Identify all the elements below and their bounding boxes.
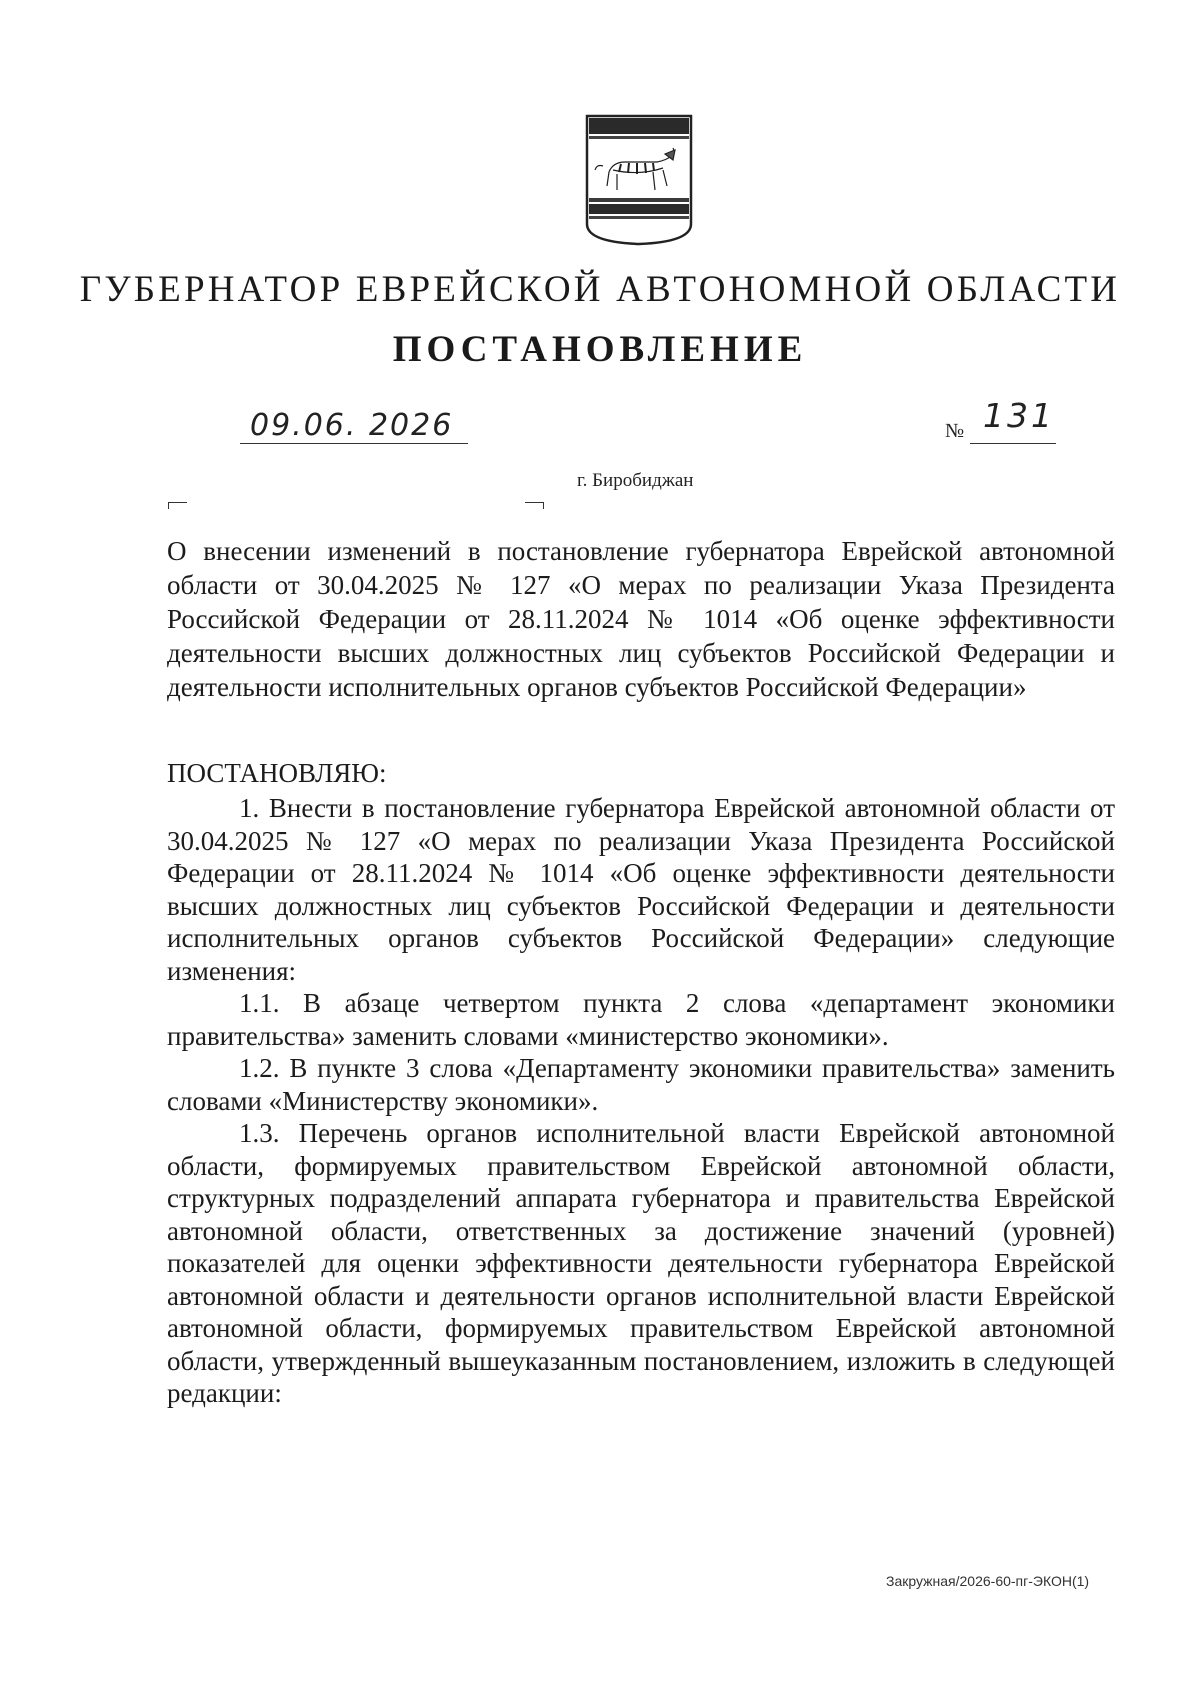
document-type: ПОСТАНОВЛЕНИЕ — [392, 329, 808, 370]
document-number: 131 — [983, 396, 1055, 435]
paragraph: 1.3. Перечень органов исполнительной власти Еврейской автономной области, формируемых правительством Еврейской автономной области, структурных подразделений аппарата губернатора и правительства Еврейской автономной области, ответственных за достижение значений (уровней) показателей для оценки эффективности деятельности губернатора Еврейской автономной области и деятельности органов исполнительной власти Еврейской автономной области, формируемых правительством Еврейской автономной области, утвержденный вышеуказанным постановлением, изложить в следующей редакции: — [167, 1118, 1115, 1408]
footer-reference: Закружная/2026-60-пг-ЭКОН(1) — [886, 1573, 1090, 1589]
authority-title: ГУБЕРНАТОР ЕВРЕЙСКОЙ АВТОНОМНОЙ ОБЛАСТИ — [79, 269, 1121, 310]
paragraph: 1.1. В абзаце четвертом пункта 2 слова «департамент экономики правительства» заменить словами «министерство экономики». — [167, 988, 1115, 1051]
number-underline — [970, 443, 1056, 444]
number-label: № — [945, 420, 965, 442]
document-body — [167, 792, 1115, 1410]
date-underline — [240, 443, 468, 444]
city-name: г. Биробиджан — [577, 470, 694, 491]
document-title: О внесении изменений в постановление губернатора Еврейской автономной области от 30.04.2025 № 127 «О мерах по реализации Указа Президента Российской Федерации от 28.11.2024 № 1014 «Об оценке эффективности деятельности высших должностных лиц субъектов Российской Федерации и деятельности исполнительных органов субъектов Российской Федерации» — [167, 536, 1115, 702]
paragraph: 1. Внести в постановление губернатора Еврейской автономной области от 30.04.2025 № 127 «О мерах по реализации Указа Президента Российской Федерации от 28.11.2024 № 1014 «Об оценке эффективности деятельности высших должностных лиц субъектов Российской Федерации и деятельности исполнительных органов субъектов Российской Федерации» следующие изменения: — [167, 793, 1115, 986]
title-bracket-right — [525, 502, 544, 509]
paragraph: 1.2. В пункте 3 слова «Департаменту экономики правительства» заменить словами «Министерству экономики». — [167, 1053, 1115, 1116]
title-bracket-left — [168, 502, 187, 509]
decree-word: ПОСТАНОВЛЯЮ: — [167, 758, 387, 788]
document-date: 09.06. 2026 — [250, 408, 454, 443]
coat-of-arms-tiger-icon — [583, 112, 695, 246]
